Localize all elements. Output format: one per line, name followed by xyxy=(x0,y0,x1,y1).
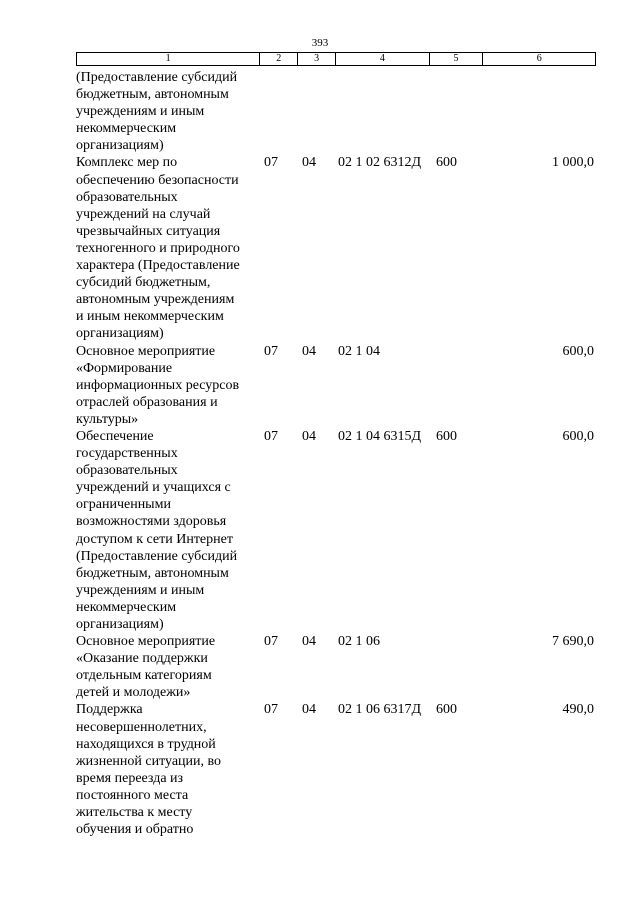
header-col-3: 3 xyxy=(298,53,336,65)
row-amount: 7 690,0 xyxy=(552,634,594,650)
row-section: 07 xyxy=(264,155,278,171)
row-description: Комплекс мер по обеспечению безопасности образовательных учреждений на случай чрезвычайных ситуация техногенного и природного характера (Предоставление субсидий бюджетным, автономным учреждениям и иным некоммерческим организациям) xyxy=(76,155,240,342)
row-subsection xyxy=(298,69,336,154)
row-target-article: 02 1 04 6315Д xyxy=(338,428,422,444)
row-amount: 600,0 xyxy=(562,343,594,359)
row-section: 07 xyxy=(264,428,278,444)
header-col-5: 5 xyxy=(430,53,484,65)
row-target-article: 02 1 04 xyxy=(338,343,380,359)
row-amount: 490,0 xyxy=(562,702,594,718)
row-section: 07 xyxy=(264,634,278,650)
row-subsection: 04 xyxy=(302,634,316,650)
row-target-article: 02 1 02 6312Д xyxy=(338,155,422,171)
table-row xyxy=(76,633,596,701)
row-subsection: 04 xyxy=(302,343,316,359)
row-section xyxy=(260,69,298,154)
header-col-6: 6 xyxy=(536,53,542,64)
row-amount: 1 000,0 xyxy=(552,155,594,171)
row-description: (Предоставление субсидий бюджетным, автономным учреждениям и иным некоммерческим организациям) xyxy=(76,70,238,154)
row-expense-type xyxy=(434,633,484,701)
row-expense-type xyxy=(434,69,484,154)
row-target-article: 02 1 06 xyxy=(338,634,380,650)
table-header xyxy=(76,52,596,66)
row-expense-type: 600 xyxy=(436,428,457,444)
row-description: Обеспечение государственных образовательных учреждений и учащихся с ограниченными возможностями здоровья доступом к сети Интернет (Предоставление субсидий бюджетным, автономным учреждениям и иным некоммерческим организациям) xyxy=(76,428,238,632)
table-body xyxy=(76,69,596,838)
row-subsection: 04 xyxy=(302,155,316,171)
row-expense-type xyxy=(434,343,484,428)
row-section: 07 xyxy=(264,702,278,718)
header-col-4: 4 xyxy=(336,53,430,65)
table-row xyxy=(76,154,596,342)
row-expense-type: 600 xyxy=(436,155,457,171)
header-col-2: 2 xyxy=(260,53,298,65)
table-row xyxy=(76,343,596,428)
row-description: Основное мероприятие «Формирование информационных ресурсов отраслей образования и культуры» xyxy=(76,343,240,427)
row-description: Основное мероприятие «Оказание поддержки отдельным категориям детей и молодежи» xyxy=(76,634,216,701)
row-amount xyxy=(484,69,596,154)
row-target-article: 02 1 06 6317Д xyxy=(338,702,422,718)
page-number: 393 xyxy=(311,37,329,49)
row-description: Поддержка несовершеннолетних, находящихся в трудной жизненной ситуации, во время переезда из постоянного места жительства к месту обучения и обратно xyxy=(76,702,222,838)
row-expense-type: 600 xyxy=(436,702,457,718)
header-col-1: 1 xyxy=(77,53,260,65)
row-subsection: 04 xyxy=(302,428,316,444)
table-row xyxy=(76,69,596,154)
row-section: 07 xyxy=(264,343,278,359)
row-target-article xyxy=(336,69,434,154)
row-amount: 600,0 xyxy=(562,428,594,444)
table-row xyxy=(76,701,596,838)
row-subsection: 04 xyxy=(302,702,316,718)
table-row xyxy=(76,428,596,633)
